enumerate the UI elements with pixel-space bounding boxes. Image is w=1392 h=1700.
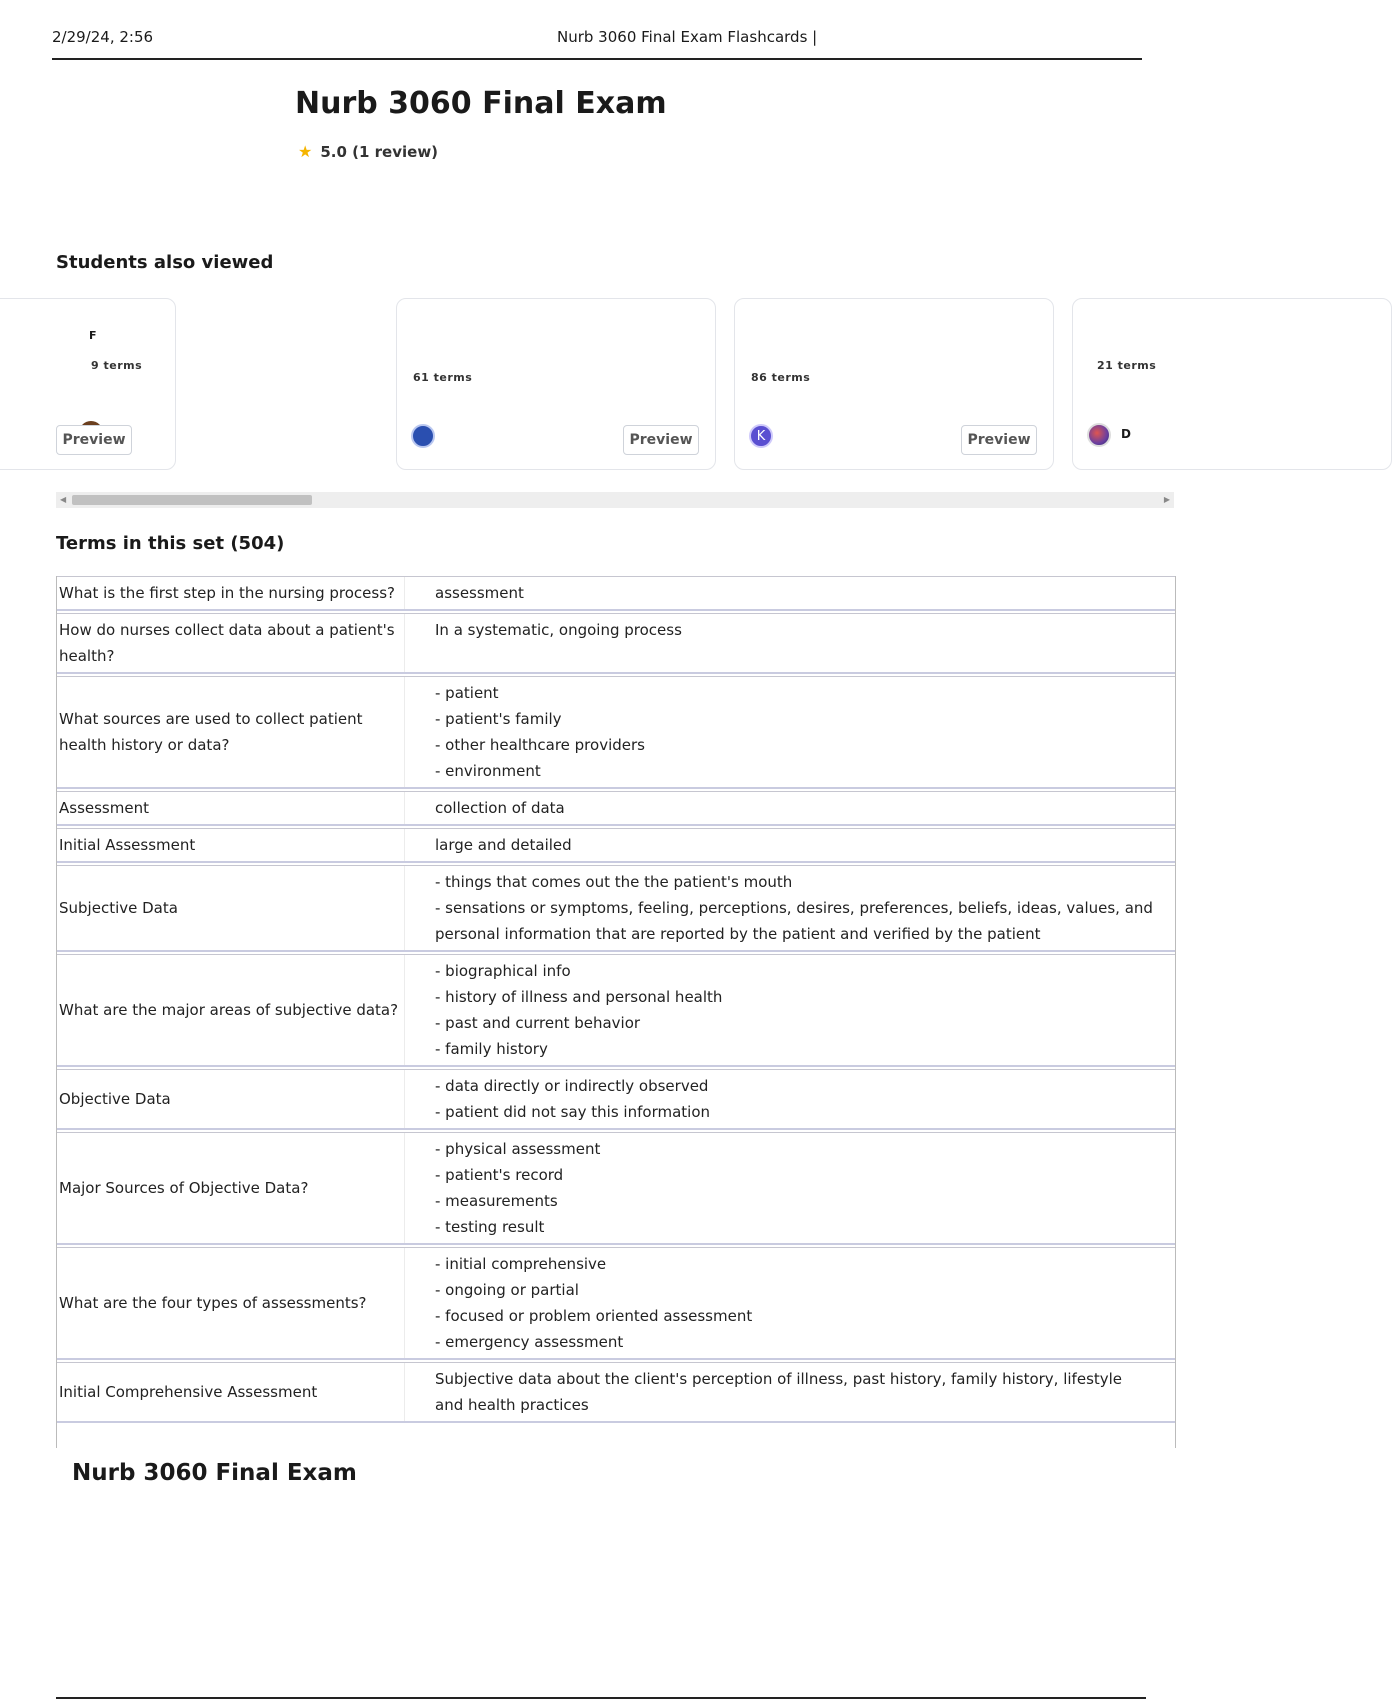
card-letter: F bbox=[89, 329, 97, 342]
study-set-carousel[interactable] bbox=[62, 296, 1157, 474]
table-row bbox=[57, 576, 1175, 611]
definition-line: - environment bbox=[435, 762, 541, 780]
term-cell: What sources are used to collect patient health history or data? bbox=[59, 710, 363, 754]
definition-cell bbox=[404, 1070, 1175, 1128]
table-row bbox=[57, 1362, 1175, 1423]
definition-cell bbox=[404, 829, 1175, 861]
table-row bbox=[57, 791, 1175, 826]
rating-text: 5.0 (1 review) bbox=[320, 142, 439, 161]
term-cell: What are the major areas of subjective data? bbox=[59, 1001, 399, 1019]
table-row bbox=[57, 954, 1175, 1067]
definition-line: - emergency assessment bbox=[435, 1333, 624, 1351]
definition-line: - testing result bbox=[435, 1218, 545, 1236]
definition-cell bbox=[404, 866, 1175, 950]
definition-line: - patient's family bbox=[435, 710, 562, 728]
term-cell: How do nurses collect data about a patient's health? bbox=[59, 621, 395, 665]
carousel-scrollbar[interactable] bbox=[56, 492, 1174, 508]
definition-cell bbox=[404, 614, 1175, 672]
table-row bbox=[57, 828, 1175, 863]
avatar: K bbox=[749, 424, 773, 448]
definition-line: - focused or problem oriented assessment bbox=[435, 1307, 753, 1325]
term-cell: Assessment bbox=[59, 799, 149, 817]
definition-line: - patient's record bbox=[435, 1166, 564, 1184]
footer-divider bbox=[56, 1697, 1146, 1699]
definition-cell bbox=[404, 1248, 1175, 1358]
definition-line: collection of data bbox=[435, 799, 565, 817]
definition-line: - family history bbox=[435, 1040, 548, 1058]
set-title: Nurb 3060 Final Exam bbox=[295, 86, 667, 121]
definition-cell bbox=[404, 955, 1175, 1065]
study-set-card[interactable] bbox=[1072, 298, 1392, 470]
definition-line: - ongoing or partial bbox=[435, 1281, 579, 1299]
table-row bbox=[57, 676, 1175, 789]
term-cell: What are the four types of assessments? bbox=[59, 1294, 367, 1312]
card-term-count: 21 terms bbox=[1097, 359, 1157, 372]
study-set-card[interactable] bbox=[0, 298, 176, 470]
print-page-title: Nurb 3060 Final Exam Flashcards | bbox=[557, 28, 818, 46]
study-set-card[interactable] bbox=[734, 298, 1054, 470]
study-set-card[interactable] bbox=[396, 298, 716, 470]
definition-line: - things that comes out the the patient's mouth bbox=[435, 873, 793, 891]
definition-line: - other healthcare providers bbox=[435, 736, 645, 754]
preview-button[interactable]: Preview bbox=[623, 425, 699, 455]
term-cell: Objective Data bbox=[59, 1090, 171, 1108]
term-cell: Initial Assessment bbox=[59, 836, 196, 854]
card-term-count: 86 terms bbox=[751, 371, 811, 384]
definition-line: - biographical info bbox=[435, 962, 571, 980]
scrollbar-thumb[interactable] bbox=[72, 495, 312, 505]
definition-cell bbox=[404, 577, 1175, 609]
scroll-right-arrow-icon[interactable]: ▶ bbox=[1163, 495, 1170, 504]
definition-cell bbox=[404, 1363, 1175, 1421]
definition-line: - history of illness and personal health bbox=[435, 988, 723, 1006]
table-row bbox=[57, 1132, 1175, 1245]
definition-cell bbox=[404, 792, 1175, 824]
definition-line: - initial comprehensive bbox=[435, 1255, 607, 1273]
definition-cell bbox=[404, 677, 1175, 787]
table-row bbox=[57, 865, 1175, 952]
rating[interactable] bbox=[298, 142, 438, 161]
card-term-count: 61 terms bbox=[413, 371, 473, 384]
students-also-viewed-heading: Students also viewed bbox=[56, 252, 274, 273]
preview-button[interactable]: Preview bbox=[961, 425, 1037, 455]
definition-line: - sensations or symptoms, feeling, perceptions, desires, preferences, beliefs, ideas, values, and personal information that are reported by the patient and verified by the patient bbox=[435, 899, 1153, 943]
definition-cell bbox=[404, 1133, 1175, 1243]
scroll-left-arrow-icon[interactable]: ◀ bbox=[60, 495, 67, 504]
definition-line: - past and current behavior bbox=[435, 1014, 641, 1032]
avatar bbox=[411, 424, 435, 448]
definition-line: assessment bbox=[435, 584, 524, 602]
definition-line: In a systematic, ongoing process bbox=[435, 621, 682, 639]
term-cell: Subjective Data bbox=[59, 899, 178, 917]
definition-line: - physical assessment bbox=[435, 1140, 601, 1158]
definition-line: Subjective data about the client's perception of illness, past history, family history, lifestyle and health practices bbox=[435, 1370, 1123, 1414]
preview-button[interactable]: Preview bbox=[56, 425, 132, 455]
definition-line: - patient did not say this information bbox=[435, 1103, 711, 1121]
card-term-count: 9 terms bbox=[91, 359, 143, 372]
term-cell: Major Sources of Objective Data? bbox=[59, 1179, 309, 1197]
definition-line: - patient bbox=[435, 684, 499, 702]
print-date: 2/29/24, 2:56 bbox=[52, 28, 154, 46]
table-row bbox=[57, 613, 1175, 674]
avatar-letter: D bbox=[1121, 427, 1131, 441]
definition-line: - measurements bbox=[435, 1192, 558, 1210]
definition-line: - data directly or indirectly observed bbox=[435, 1077, 709, 1095]
terms-table bbox=[56, 576, 1176, 1448]
print-header bbox=[52, 26, 1142, 60]
term-cell: Initial Comprehensive Assessment bbox=[59, 1383, 318, 1401]
terms-heading: Terms in this set (504) bbox=[56, 533, 285, 554]
star-icon: ★ bbox=[298, 142, 313, 161]
definition-line: large and detailed bbox=[435, 836, 572, 854]
table-row bbox=[57, 1247, 1175, 1360]
table-row bbox=[57, 1069, 1175, 1130]
footer-title: Nurb 3060 Final Exam bbox=[72, 1460, 357, 1486]
term-cell: What is the first step in the nursing process? bbox=[59, 584, 395, 602]
avatar bbox=[1087, 423, 1111, 447]
